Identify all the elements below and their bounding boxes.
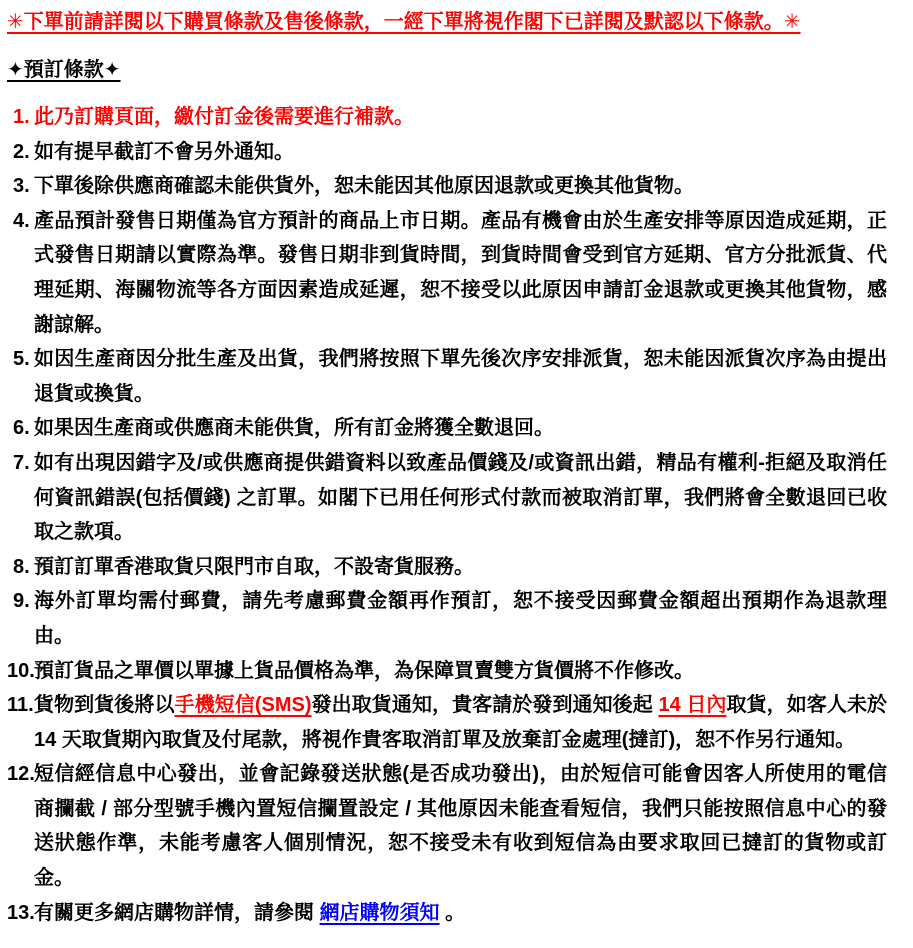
term-item bbox=[7, 896, 887, 931]
term-text-run: 下單後除供應商確認未能供貨外，恕未能因其他原因退款或更換其他貨物。 bbox=[34, 175, 694, 198]
term-text-run: 。 bbox=[439, 901, 466, 924]
term-text-run: 如有提早截訂不會另外通知。 bbox=[34, 140, 294, 163]
term-item bbox=[7, 169, 887, 204]
terms-list bbox=[7, 100, 887, 930]
term-text-run: 發出取貨通知，貴客請於發到通知後起 bbox=[311, 694, 659, 717]
term-text bbox=[34, 896, 887, 931]
term-text-run: 此乃訂購頁面，繳付訂金後需要進行補款。 bbox=[34, 106, 414, 128]
term-text bbox=[34, 584, 887, 653]
term-text bbox=[34, 342, 887, 411]
term-number: 6. bbox=[13, 417, 30, 440]
term-text-run: 取貨，如客人未於 14 天取貨期內取貨及付尾款，將視作貴客取消訂單及放棄訂金處理(撻訂)，恕不作另行通知。 bbox=[34, 694, 888, 751]
term-item bbox=[7, 688, 887, 757]
term-number: 3. bbox=[13, 175, 30, 198]
term-number: 4. bbox=[13, 209, 30, 232]
term-item bbox=[7, 100, 887, 135]
pre-order-warning-banner: ✳下單前請詳閱以下購買條款及售後條款，一經下單將視作閣下已詳閱及默認以下條款。✳ bbox=[7, 11, 801, 33]
term-text bbox=[34, 135, 887, 170]
term-number: 12. bbox=[7, 763, 35, 786]
term-text-run: 產品預計發售日期僅為官方預計的商品上市日期。產品有機會由於生產安排等原因造成延期，正式發售日期請以實際為準。發售日期非到貨時間，到貨時間會受到官方延期、官方分批派貨、代理延期、海關物流等各方面因素造成延遲，恕不接受以此原因申請訂金退款或更換其他貨物，感謝諒解。 bbox=[34, 209, 887, 336]
term-number: 7. bbox=[13, 451, 30, 474]
term-number: 5. bbox=[13, 348, 30, 371]
term-text-run: 貨物到貨後將以 bbox=[34, 694, 175, 717]
term-text bbox=[34, 757, 887, 895]
term-number: 9. bbox=[13, 590, 30, 613]
term-number: 10. bbox=[7, 659, 35, 682]
sms-notice-emphasis: 手機短信(SMS) bbox=[174, 694, 312, 717]
term-text bbox=[34, 446, 887, 550]
term-text-run: 如因生產商因分批生產及出貨，我們將按照下單先後次序安排派貨，恕未能因派貨次序為由提出退貨或換貨。 bbox=[34, 348, 887, 405]
term-text bbox=[34, 100, 887, 135]
term-text-run: 預訂訂單香港取貨只限門市自取，不設寄貨服務。 bbox=[34, 555, 474, 578]
term-item bbox=[7, 584, 887, 653]
term-text bbox=[34, 550, 887, 585]
term-item bbox=[7, 757, 887, 895]
term-item bbox=[7, 446, 887, 550]
term-text bbox=[34, 204, 887, 342]
term-item bbox=[7, 342, 887, 411]
term-number: 2. bbox=[13, 140, 30, 163]
term-number: 11. bbox=[7, 694, 34, 717]
term-number: 8. bbox=[13, 555, 30, 578]
term-text-run: 如果因生產商或供應商未能供貨，所有訂金將獲全數退回。 bbox=[34, 417, 554, 440]
term-text bbox=[34, 411, 887, 446]
term-text-run: 有關更多網店購物詳情，請參閱 bbox=[34, 901, 320, 924]
term-item bbox=[7, 135, 887, 170]
term-text-run: 短信經信息中心發出，並會記錄發送狀態(是否成功發出)，由於短信可能會因客人所使用的電信商攔截 / 部分型號手機內置短信攔置設定 / 其他原因未能查看短信，我們只能按照信息中心的發送狀態作準，未能考慮客人個別情況，恕不接受未有收到短信為由要求取回已撻訂的貨物或訂金。 bbox=[34, 763, 887, 890]
term-item bbox=[7, 550, 887, 585]
term-item bbox=[7, 654, 887, 689]
term-text-run: 如有出現因錯字及/或供應商提供錯資料以致產品價錢及/或資訊出錯，精品有權利-拒絕及取消任何資訊錯誤(包括價錢) 之訂單。如閣下已用任何形式付款而被取消訂單，我們將會全數退回已收取之款項。 bbox=[34, 451, 887, 544]
term-text bbox=[34, 169, 887, 204]
pickup-deadline-emphasis: 14 日內 bbox=[658, 694, 727, 717]
term-text-run: 預訂貨品之單價以單據上貨品價格為準，為保障買賣雙方貨價將不作修改。 bbox=[34, 659, 694, 682]
webstore-shopping-guide-link[interactable]: 網店購物須知 bbox=[319, 901, 440, 924]
term-text-run: 海外訂單均需付郵費，請先考慮郵費金額再作預訂，恕不接受因郵費金額超出預期作為退款理由。 bbox=[34, 590, 887, 647]
section-title-preorder-terms: ✦預訂條款✦ bbox=[7, 59, 121, 81]
term-number: 1. bbox=[13, 106, 30, 128]
term-item bbox=[7, 411, 887, 446]
term-text bbox=[34, 654, 887, 689]
term-text bbox=[34, 688, 887, 757]
term-item bbox=[7, 204, 887, 342]
term-number: 13. bbox=[7, 901, 35, 924]
